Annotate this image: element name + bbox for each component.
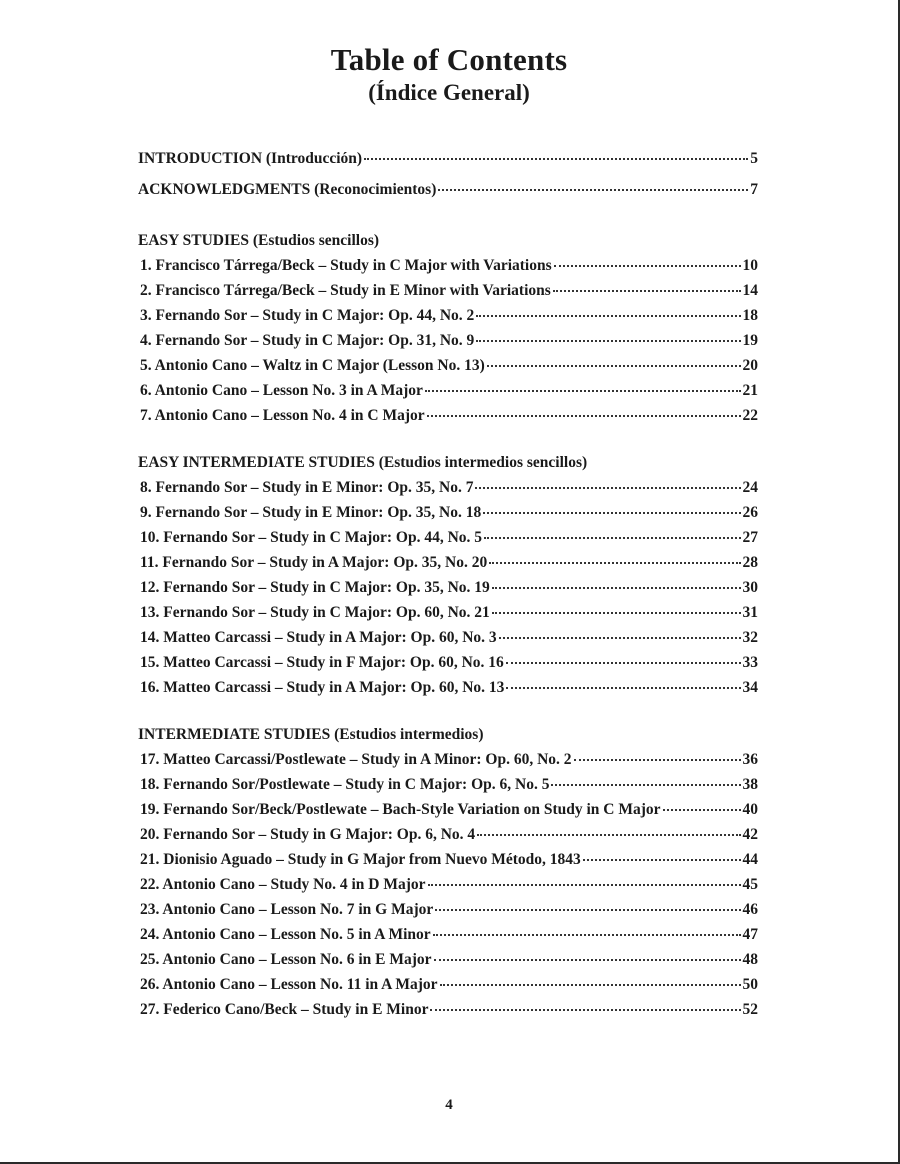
- toc-entry[interactable]: [140, 1001, 758, 1026]
- dot-leader: [475, 487, 740, 489]
- toc-entry-page: 34: [742, 679, 758, 696]
- toc-entry-label: 10. Fernando Sor – Study in C Major: Op. 44, No. 5: [140, 529, 483, 546]
- toc-entry-page: 30: [742, 579, 758, 596]
- toc-entry-page: 42: [742, 826, 758, 843]
- toc-entry[interactable]: [140, 826, 758, 851]
- toc-entry-label: 2. Francisco Tárrega/Beck – Study in E Minor with Variations: [140, 282, 551, 299]
- toc-entry-label: 5. Antonio Cano – Waltz in C Major (Lesson No. 13): [140, 357, 485, 374]
- dot-leader: [476, 340, 740, 342]
- toc-entry[interactable]: [140, 629, 758, 654]
- toc-entry[interactable]: [140, 654, 758, 679]
- toc-entry[interactable]: [140, 479, 758, 504]
- footer-page-number: 4: [445, 1097, 453, 1113]
- toc-entry[interactable]: [140, 407, 758, 432]
- dot-leader: [433, 934, 741, 936]
- dot-leader: [487, 365, 741, 367]
- dot-leader: [364, 158, 748, 160]
- toc-entry-label: 11. Fernando Sor – Study in A Major: Op. 35, No. 20: [140, 554, 488, 571]
- toc-entry[interactable]: [140, 504, 758, 529]
- toc-entry-page: 24: [742, 479, 758, 496]
- toc-entry[interactable]: [140, 951, 758, 976]
- toc-entry-page: 40: [742, 801, 758, 818]
- toc-entry[interactable]: [140, 604, 758, 629]
- toc-entry-page: 18: [742, 307, 758, 324]
- dot-leader: [477, 834, 740, 836]
- toc-entry-page: 48: [742, 951, 758, 968]
- toc-entry-page: 14: [742, 282, 758, 299]
- dot-leader: [483, 512, 740, 514]
- toc-entry-label: ACKNOWLEDGMENTS (Reconocimientos): [138, 181, 437, 198]
- toc-entry[interactable]: [140, 382, 758, 407]
- toc-entry-label: 21. Dionisio Aguado – Study in G Major from Nuevo Método, 1843: [140, 851, 581, 868]
- toc-entry[interactable]: [140, 851, 758, 876]
- toc-entry-page: 27: [742, 529, 758, 546]
- toc-entry-label: 6. Antonio Cano – Lesson No. 3 in A Major: [140, 382, 423, 399]
- table-of-contents: [138, 150, 758, 1026]
- toc-entry-page: 22: [742, 407, 758, 424]
- toc-entry-label: 7. Antonio Cano – Lesson No. 4 in C Major: [140, 407, 425, 424]
- toc-entry[interactable]: [140, 554, 758, 579]
- toc-entry-page: 19: [742, 332, 758, 349]
- toc-entry-page: 47: [742, 926, 758, 943]
- toc-entry-page: 50: [742, 976, 758, 993]
- dot-leader: [430, 1009, 740, 1011]
- toc-entry-label: 8. Fernando Sor – Study in E Minor: Op. 35, No. 7: [140, 479, 474, 496]
- dot-leader: [435, 909, 740, 911]
- section-heading-intermediate-studies: INTERMEDIATE STUDIES (Estudios intermedios): [138, 726, 484, 743]
- toc-entry[interactable]: [140, 257, 758, 282]
- dot-leader: [551, 784, 740, 786]
- toc-entry-label: 1. Francisco Tárrega/Beck – Study in C Major with Variations: [140, 257, 552, 274]
- dot-leader: [574, 759, 741, 761]
- section-entries-easy-intermediate-studies: [138, 479, 758, 704]
- toc-entry-label: INTRODUCTION (Introducción): [138, 150, 363, 167]
- toc-entry[interactable]: [140, 529, 758, 554]
- toc-entry[interactable]: [140, 876, 758, 901]
- toc-entry-acknowledgments[interactable]: [138, 181, 758, 212]
- dot-leader: [484, 537, 740, 539]
- dot-leader: [499, 637, 741, 639]
- dot-leader: [663, 809, 741, 811]
- dot-leader: [476, 315, 740, 317]
- dot-leader: [427, 415, 741, 417]
- toc-entry-label: 15. Matteo Carcassi – Study in F Major: Op. 60, No. 16: [140, 654, 504, 671]
- toc-entry-label: 16. Matteo Carcassi – Study in A Major: Op. 60, No. 13: [140, 679, 505, 696]
- dot-leader: [425, 390, 741, 392]
- toc-entry[interactable]: [140, 332, 758, 357]
- toc-entry-page: 28: [742, 554, 758, 571]
- dot-leader: [440, 984, 741, 986]
- toc-entry-label: 14. Matteo Carcassi – Study in A Major: Op. 60, No. 3: [140, 629, 497, 646]
- toc-entry[interactable]: [140, 776, 758, 801]
- dot-leader: [583, 859, 741, 861]
- toc-entry-page: 10: [742, 257, 758, 274]
- toc-entry[interactable]: [140, 307, 758, 332]
- toc-entry-introduction[interactable]: [138, 150, 758, 181]
- toc-entry-label: 20. Fernando Sor – Study in G Major: Op. 6, No. 4: [140, 826, 476, 843]
- toc-entry-label: 13. Fernando Sor – Study in C Major: Op. 60, No. 21: [140, 604, 490, 621]
- toc-entry-page: 45: [742, 876, 758, 893]
- toc-entry-page: 52: [742, 1001, 758, 1018]
- section-heading-easy-studies: EASY STUDIES (Estudios sencillos): [138, 232, 380, 249]
- dot-leader: [428, 884, 741, 886]
- section-heading-easy-intermediate-studies: EASY INTERMEDIATE STUDIES (Estudios intermedios sencillos): [138, 454, 588, 471]
- toc-entry-label: 9. Fernando Sor – Study in E Minor: Op. 35, No. 18: [140, 504, 482, 521]
- toc-entry-label: 24. Antonio Cano – Lesson No. 5 in A Minor: [140, 926, 431, 943]
- toc-entry-page: 44: [742, 851, 758, 868]
- toc-entry-page: 7: [750, 181, 758, 198]
- toc-entry[interactable]: [140, 751, 758, 776]
- section-entries-easy-studies: [138, 257, 758, 432]
- toc-entry[interactable]: [140, 357, 758, 382]
- toc-entry-page: 26: [742, 504, 758, 521]
- dot-leader: [506, 662, 741, 664]
- toc-entry-page: 21: [742, 382, 758, 399]
- dot-leader: [553, 290, 741, 292]
- toc-entry[interactable]: [140, 579, 758, 604]
- toc-entry-page: 38: [742, 776, 758, 793]
- toc-entry[interactable]: [140, 901, 758, 926]
- toc-entry-page: 20: [742, 357, 758, 374]
- toc-entry-label: 26. Antonio Cano – Lesson No. 11 in A Major: [140, 976, 438, 993]
- toc-entry-page: 32: [742, 629, 758, 646]
- toc-entry-label: 19. Fernando Sor/Beck/Postlewate – Bach-Style Variation on Study in C Major: [140, 801, 661, 818]
- dot-leader: [438, 189, 748, 191]
- toc-entry-page: 36: [742, 751, 758, 768]
- dot-leader: [434, 959, 741, 961]
- dot-leader: [489, 562, 740, 564]
- toc-entry-label: 18. Fernando Sor/Postlewate – Study in C Major: Op. 6, No. 5: [140, 776, 550, 793]
- toc-entry-page: 5: [750, 150, 758, 167]
- dot-leader: [554, 265, 741, 267]
- toc-entry-label: 4. Fernando Sor – Study in C Major: Op. 31, No. 9: [140, 332, 475, 349]
- page-title: Table of Contents: [330, 42, 568, 77]
- page-subtitle: (Índice General): [368, 80, 530, 105]
- dot-leader: [506, 687, 740, 689]
- toc-entry-label: 23. Antonio Cano – Lesson No. 7 in G Major: [140, 901, 434, 918]
- toc-entry-label: 17. Matteo Carcassi/Postlewate – Study in A Minor: Op. 60, No. 2: [140, 751, 572, 768]
- toc-entry[interactable]: [140, 282, 758, 307]
- toc-entry[interactable]: [140, 801, 758, 826]
- toc-entry-page: 31: [742, 604, 758, 621]
- toc-entry-label: 3. Fernando Sor – Study in C Major: Op. 44, No. 2: [140, 307, 475, 324]
- toc-entry-page: 46: [742, 901, 758, 918]
- toc-entry-label: 27. Federico Cano/Beck – Study in E Minor: [140, 1001, 429, 1018]
- toc-entry-label: 12. Fernando Sor – Study in C Major: Op. 35, No. 19: [140, 579, 490, 596]
- toc-entry[interactable]: [140, 976, 758, 1001]
- toc-entry[interactable]: [140, 926, 758, 951]
- toc-entry-label: 22. Antonio Cano – Study No. 4 in D Major: [140, 876, 426, 893]
- toc-entry-page: 33: [742, 654, 758, 671]
- toc-entry[interactable]: [140, 679, 758, 704]
- dot-leader: [492, 612, 741, 614]
- section-entries-intermediate-studies: [138, 751, 758, 1026]
- dot-leader: [492, 587, 741, 589]
- toc-entry-label: 25. Antonio Cano – Lesson No. 6 in E Major: [140, 951, 432, 968]
